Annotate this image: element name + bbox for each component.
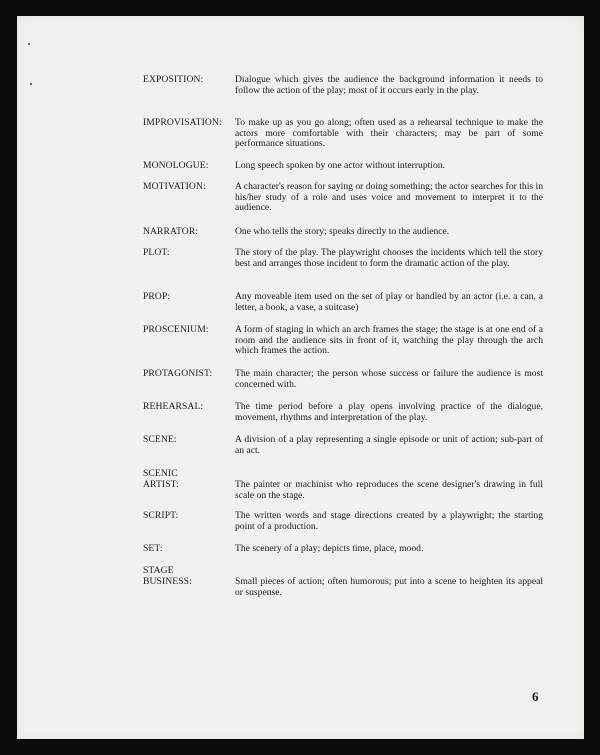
glossary-entry — [143, 227, 543, 248]
glossary-definition: Dialogue which gives the audience the background information it needs to follow the action of the play; most of it occurs early in the play. — [235, 74, 543, 96]
glossary-definition: Any moveable item used on the set of play or handled by an actor (i.e. a can, a letter, a book, a vase, a suitcase) — [235, 291, 543, 313]
glossary-entry — [143, 161, 543, 182]
glossary-definition: To make up as you go along; often used as a rehearsal technique to make the actors more comfortable with their characters; may be part of some performance situations. — [235, 117, 543, 150]
glossary-entry — [143, 248, 543, 292]
document-page — [17, 16, 584, 739]
glossary-entry — [143, 118, 543, 161]
glossary-definition: A division of a play representing a single episode or unit of action; sub-part of an act. — [235, 434, 543, 456]
glossary-entry — [143, 325, 543, 369]
glossary-term: PROTAGONIST: — [143, 368, 213, 379]
glossary-term: SCENIC ARTIST: — [143, 468, 179, 490]
glossary-entry — [143, 544, 543, 566]
glossary-entry — [143, 402, 543, 435]
glossary-entry — [143, 182, 543, 227]
glossary-definition: The main character; the person whose success or failure the audience is most concerned with. — [235, 368, 543, 390]
glossary-term: STAGE BUSINESS: — [143, 565, 192, 587]
glossary-entry — [143, 75, 543, 118]
speck-mark — [28, 43, 30, 45]
glossary-definition: One who tells the story; speaks directly to the audience. — [235, 226, 450, 237]
glossary-entry — [143, 435, 543, 469]
glossary-definition: Small pieces of action; often humorous; put into a scene to heighten its appeal or suspense. — [235, 576, 543, 598]
glossary-definition: The time period before a play opens involving practice of the dialogue, movement, rhythms and interpretation of the play. — [235, 401, 543, 423]
glossary-entry — [143, 511, 543, 544]
glossary-term: SCENE: — [143, 434, 177, 445]
glossary-list — [143, 75, 543, 600]
glossary-entry — [143, 566, 543, 600]
glossary-term: PROP: — [143, 291, 171, 302]
speck-mark — [30, 83, 32, 85]
glossary-term: REHEARSAL: — [143, 401, 204, 412]
glossary-term: SET: — [143, 543, 163, 554]
glossary-definition: The story of the play. The playwright chooses the incidents which tell the story best and arranges those incident to form the dramatic action of the play. — [235, 247, 543, 269]
glossary-entry — [143, 292, 543, 325]
glossary-entry — [143, 369, 543, 402]
glossary-definition: The painter or machinist who reproduces the scene designer's drawing in full scale on the stage. — [235, 479, 543, 501]
glossary-term: PLOT: — [143, 247, 170, 258]
glossary-term: SCRIPT: — [143, 510, 179, 521]
glossary-definition: The written words and stage directions created by a playwright; the starting point of a production. — [235, 510, 543, 532]
glossary-term: MONOLOGUE: — [143, 160, 209, 171]
glossary-definition: A form of staging in which an arch frames the stage; the stage is at one end of a room and the audience sits in front of it, watching the play through the arch which frames the action. — [235, 324, 543, 357]
glossary-term: NARRATOR: — [143, 226, 199, 237]
glossary-term: EXPOSITION: — [143, 74, 204, 85]
glossary-entry — [143, 469, 543, 511]
glossary-term: MOTIVATION: — [143, 181, 206, 192]
glossary-term: IMPROVISATION: — [143, 117, 222, 128]
glossary-term: PROSCENIUM: — [143, 324, 209, 335]
glossary-definition: A character's reason for saying or doing something; the actor searches for this in his/her study of a role and uses voice and movement to interpret it to the audience. — [235, 181, 543, 214]
page-number: 6 — [532, 689, 539, 704]
glossary-definition: Long speech spoken by one actor without interruption. — [235, 160, 445, 171]
glossary-definition: The scenery of a play; depicts time, place, mood. — [235, 543, 424, 554]
